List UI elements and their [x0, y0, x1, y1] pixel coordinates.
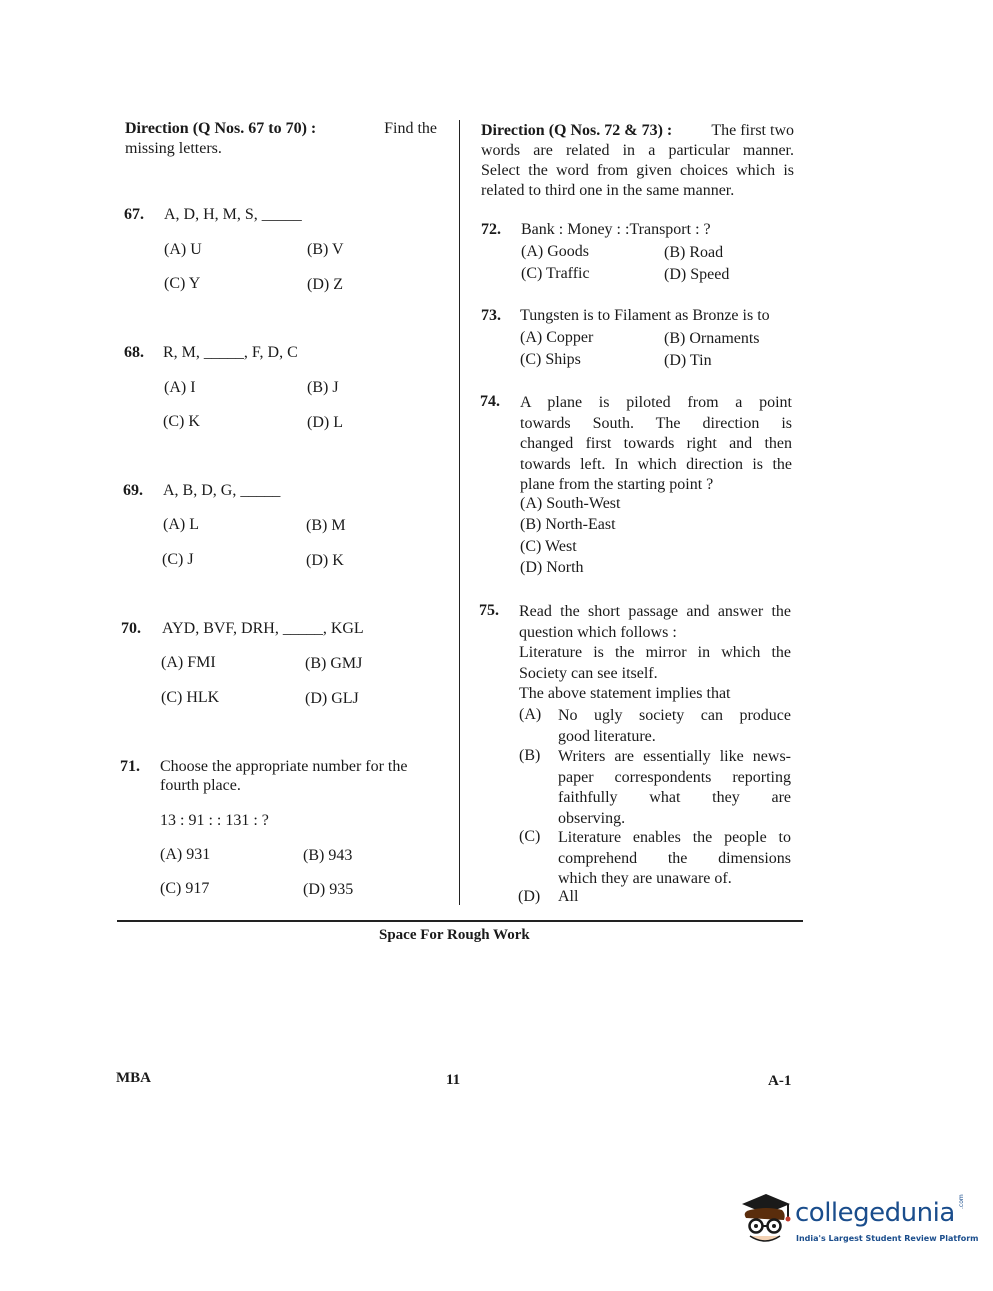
- option-b-label[interactable]: (B): [519, 747, 541, 764]
- option-line: No ugly society can produce: [558, 707, 791, 724]
- stem-line: The above statement implies that: [519, 685, 731, 702]
- right-direction-heading: Direction (Q Nos. 72 & 73) :: [481, 122, 673, 139]
- option-d[interactable]: (D) GLJ: [305, 690, 359, 707]
- rough-work-label: Space For Rough Work: [379, 927, 530, 943]
- option-c[interactable]: (C) West: [520, 538, 577, 555]
- option-a[interactable]: (A) South-West: [520, 495, 621, 512]
- stem-line: Society can see itself.: [519, 664, 658, 682]
- option-c[interactable]: (C) K: [163, 413, 200, 430]
- option-c[interactable]: [558, 828, 791, 890]
- left-direction-text: Find the: [384, 120, 437, 137]
- option-d[interactable]: (D) L: [307, 414, 343, 431]
- left-direction-heading: Direction (Q Nos. 67 to 70) :: [125, 120, 317, 137]
- option-b[interactable]: (B) M: [306, 517, 346, 534]
- question-stem: Bank : Money : :Transport : ?: [521, 221, 711, 238]
- option-d[interactable]: All: [558, 888, 579, 905]
- stem-line: towards South. The direction is: [520, 414, 792, 432]
- right-direction-text-4: related to third one in the same manner.: [481, 182, 735, 199]
- option-d[interactable]: (D) K: [306, 552, 344, 569]
- question-stem: R, M, _____, F, D, C: [163, 344, 298, 361]
- right-direction: [481, 121, 794, 201]
- option-c[interactable]: (C) 917: [160, 880, 210, 897]
- question-number: 71.: [120, 758, 140, 775]
- question-number: 75.: [479, 602, 499, 619]
- option-d[interactable]: (D) Tin: [664, 352, 712, 369]
- stem-line: Literature is the mirror in which the: [519, 644, 791, 661]
- stem-line: changed first towards right and then: [520, 435, 792, 452]
- option-line: Literature enables the people to: [558, 829, 791, 846]
- stem-line: A plane is piloted from a point: [520, 394, 792, 411]
- stem-line: towards left. In which direction is the: [520, 455, 792, 473]
- stem-line: question which follows :: [519, 623, 677, 641]
- option-a[interactable]: (A) 931: [160, 846, 211, 863]
- option-b[interactable]: (B) GMJ: [305, 655, 363, 672]
- question-ratio: 13 : 91 : : 131 : ?: [160, 812, 269, 829]
- brand-name: [795, 1198, 955, 1228]
- option-a[interactable]: (A) Copper: [520, 329, 594, 346]
- question-stem: Choose the appropriate number for the: [160, 758, 408, 775]
- right-direction-text-3: Select the word from given choices which is: [481, 162, 794, 179]
- brand-tagline: India's Largest Student Review Platform: [796, 1234, 979, 1243]
- right-direction-text-2: words are related in a particular manner.: [481, 142, 794, 159]
- option-d[interactable]: (D) 935: [303, 881, 354, 898]
- option-b[interactable]: (B) Road: [664, 244, 724, 261]
- option-a[interactable]: (A) U: [164, 241, 202, 258]
- brand-suffix: .com: [958, 1194, 965, 1209]
- option-c[interactable]: (C) Traffic: [521, 265, 590, 282]
- option-line: observing.: [558, 809, 626, 827]
- question-stem: [520, 393, 792, 496]
- question-stem: A, D, H, M, S, _____: [164, 206, 302, 223]
- option-c[interactable]: (C) Y: [164, 275, 201, 292]
- option-line: comprehend the dimensions: [558, 849, 791, 867]
- question-number: 72.: [481, 221, 501, 238]
- option-c[interactable]: (C) J: [162, 551, 194, 568]
- option-a[interactable]: [558, 706, 791, 747]
- option-line: faithfully what they are: [558, 789, 791, 806]
- question-number: 67.: [124, 206, 144, 223]
- option-b[interactable]: (B) J: [307, 379, 339, 396]
- option-a[interactable]: (A) I: [164, 379, 196, 396]
- left-direction-text-2: missing letters.: [125, 140, 222, 157]
- question-stem: Tungsten is to Filament as Bronze is to: [520, 307, 770, 324]
- question-number: 73.: [481, 307, 501, 324]
- question-stem: A, B, D, G, _____: [163, 482, 281, 499]
- column-divider: [459, 120, 460, 905]
- stem-line: Read the short passage and answer the: [519, 603, 791, 620]
- option-d[interactable]: (D) North: [520, 559, 584, 576]
- option-c[interactable]: (C) HLK: [161, 689, 220, 706]
- question-stem: AYD, BVF, DRH, _____, KGL: [162, 620, 364, 637]
- option-a[interactable]: (A) FMI: [161, 654, 216, 671]
- question-stem: [519, 602, 791, 705]
- option-b[interactable]: (B) V: [307, 241, 344, 258]
- option-b[interactable]: [558, 747, 791, 829]
- question-number: 70.: [121, 620, 141, 637]
- right-direction-text: The first two: [711, 122, 794, 139]
- question-number: 69.: [123, 482, 143, 499]
- option-d-label[interactable]: (D): [518, 888, 541, 905]
- footer-exam-code: MBA: [116, 1070, 151, 1086]
- option-line: paper correspondents reporting: [558, 768, 791, 786]
- option-line: which they are unaware of.: [558, 870, 732, 887]
- question-number: 68.: [124, 344, 144, 361]
- mascot-icon: [736, 1188, 794, 1250]
- option-a[interactable]: (A) L: [163, 516, 199, 533]
- left-direction: [125, 119, 437, 159]
- footer-series: A-1: [768, 1073, 792, 1089]
- brand-text: collegedunia: [795, 1198, 955, 1228]
- collegedunia-watermark: [736, 1188, 979, 1253]
- option-a-label[interactable]: (A): [519, 706, 542, 723]
- stem-line: plane from the starting point ?: [520, 476, 714, 493]
- question-number: 74.: [480, 393, 500, 410]
- option-c[interactable]: (C) Ships: [520, 351, 581, 368]
- option-line: Writers are essentially like news-: [558, 748, 791, 765]
- question-stem-2: fourth place.: [160, 777, 241, 794]
- option-line: good literature.: [558, 727, 656, 745]
- option-d[interactable]: (D) Speed: [664, 266, 730, 283]
- page-number: 11: [446, 1072, 461, 1088]
- option-b[interactable]: (B) 943: [303, 847, 353, 864]
- option-b[interactable]: (B) North-East: [520, 516, 616, 533]
- option-a[interactable]: (A) Goods: [521, 243, 589, 260]
- rough-work-divider: [117, 920, 803, 922]
- option-c-label[interactable]: (C): [519, 828, 541, 845]
- option-d[interactable]: (D) Z: [307, 276, 343, 293]
- option-b[interactable]: (B) Ornaments: [664, 330, 760, 347]
